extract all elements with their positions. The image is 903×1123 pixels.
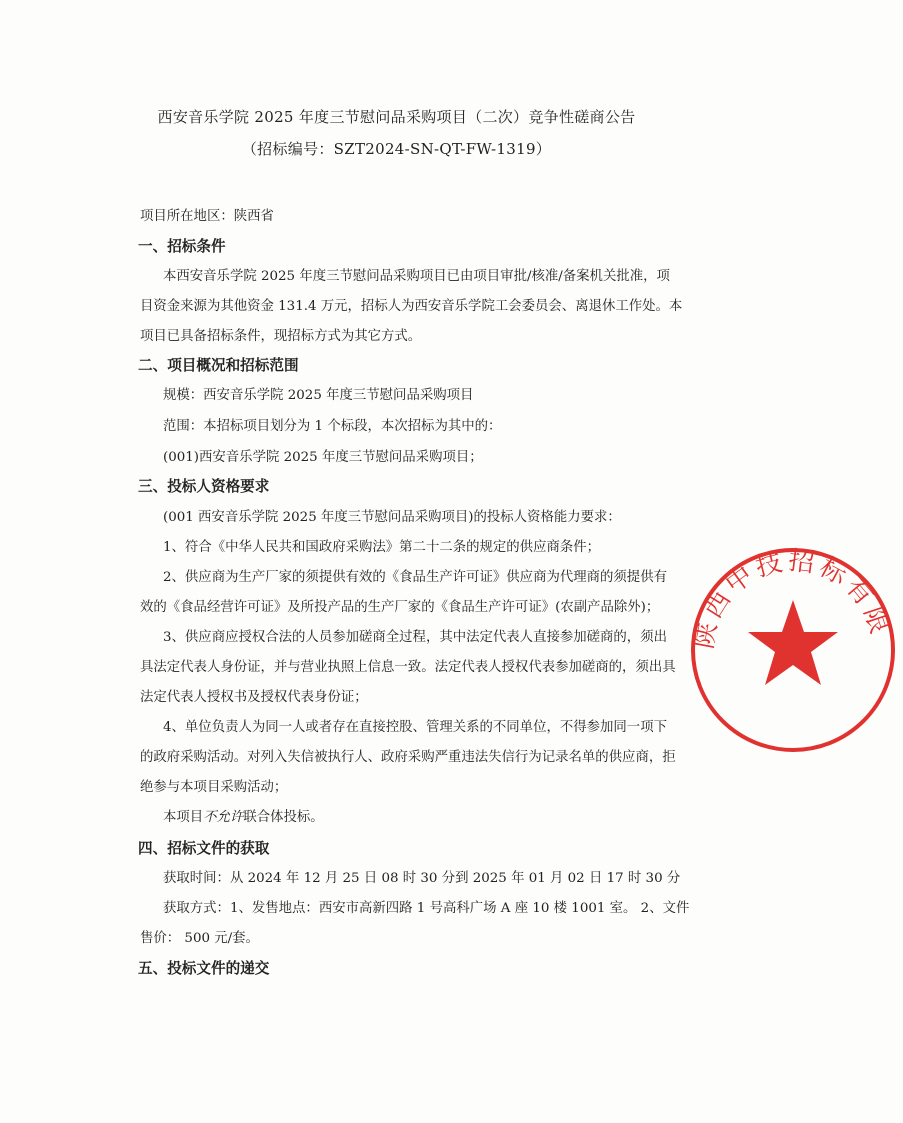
section-5-heading: 五、投标文件的递交: [138, 960, 270, 977]
consortium-prefix: 本项目: [163, 810, 204, 825]
s3-requirement-4-line-3: 绝参与本项目采购活动；: [140, 780, 288, 795]
section-2-heading: 二、项目概况和招标范围: [138, 357, 299, 374]
s1-paragraph-line-2: 目资金来源为其他资金 131.4 万元，招标人为西安音乐学院工会委员会、离退休工作处。本: [140, 299, 683, 314]
document-title: 西安音乐学院 2025 年度三节慰问品采购项目（二次）竞争性磋商公告: [157, 108, 636, 126]
s1-paragraph-line-1: 本西安音乐学院 2025 年度三节慰问品采购项目已由项目审批/核准/备案机关批准，项: [163, 269, 670, 284]
s3-requirement-3-line-3: 法定代表人授权书及授权代表身份证；: [140, 690, 368, 705]
consortium-not-allowed: 不允许: [203, 810, 244, 825]
svg-text:陕西中技招标有限: 陕西中技招标有限: [689, 545, 896, 652]
section-3-heading: 三、投标人资格要求: [138, 478, 270, 495]
s3-requirement-4-line-1: 4、单位负责人为同一人或者存在直接控股、管理关系的不同单位，不得参加同一项下: [163, 720, 667, 735]
s3-consortium: [163, 809, 660, 827]
s3-requirement-4-line-2: 的政府采购活动。对列入失信被执行人、政府采购严重违法失信行为记录名单的供应商，拒: [140, 750, 676, 765]
company-seal: [683, 540, 903, 760]
s2-scale: 规模：西安音乐学院 2025 年度三节慰问品采购项目: [163, 388, 474, 403]
seal-star-icon: [748, 600, 838, 685]
s3-requirement-2-line-1: 2、供应商为生产厂家的须提供有效的《食品生产许可证》供应商为代理商的须提供有: [163, 570, 667, 585]
s4-method-line-2: 售价： 500 元/套。: [140, 931, 259, 946]
s4-time: 获取时间：从 2024 年 12 月 25 日 08 时 30 分到 2025 年 01 月 02 日 17 时 30 分: [163, 871, 681, 886]
section-4-heading: 四、招标文件的获取: [138, 840, 270, 857]
tender-code: （招标编号：SZT2024-SN-QT-FW-1319）: [241, 140, 552, 158]
project-region: 项目所在地区：陕西省: [140, 209, 274, 224]
s3-requirement-3-line-1: 3、供应商应授权合法的人员参加磋商全过程，其中法定代表人直接参加磋商的，须出: [163, 630, 667, 645]
s3-requirement-3-line-2: 具法定代表人身份证，并与营业执照上信息一致。法定代表人授权代表参加磋商的，须出具: [140, 660, 676, 675]
s2-scope: 范围：本招标项目划分为 1 个标段，本次招标为其中的：: [163, 419, 502, 434]
section-1-heading: 一、招标条件: [138, 238, 226, 255]
s4-method-line-1: 获取方式：1、发售地点：西安市高新四路 1 号高科广场 A 座 10 楼 1001 室。 2、文件: [163, 901, 690, 916]
consortium-suffix: 联合体投标。: [243, 810, 324, 825]
s3-requirement-1: 1、符合《中华人民共和国政府采购法》第二十二条的规定的供应商条件；: [163, 540, 601, 555]
s3-intro: (001 西安音乐学院 2025 年度三节慰问品采购项目)的投标人资格能力要求：: [163, 510, 621, 525]
s1-paragraph-line-3: 项目已具备招标条件，现招标方式为其它方式。: [140, 329, 422, 344]
s3-requirement-2-line-2: 效的《食品经营许可证》及所投产品的生产厂家的《食品生产许可证》(农副产品除外)；: [140, 600, 660, 615]
s2-lot: (001)西安音乐学院 2025 年度三节慰问品采购项目；: [163, 450, 483, 465]
